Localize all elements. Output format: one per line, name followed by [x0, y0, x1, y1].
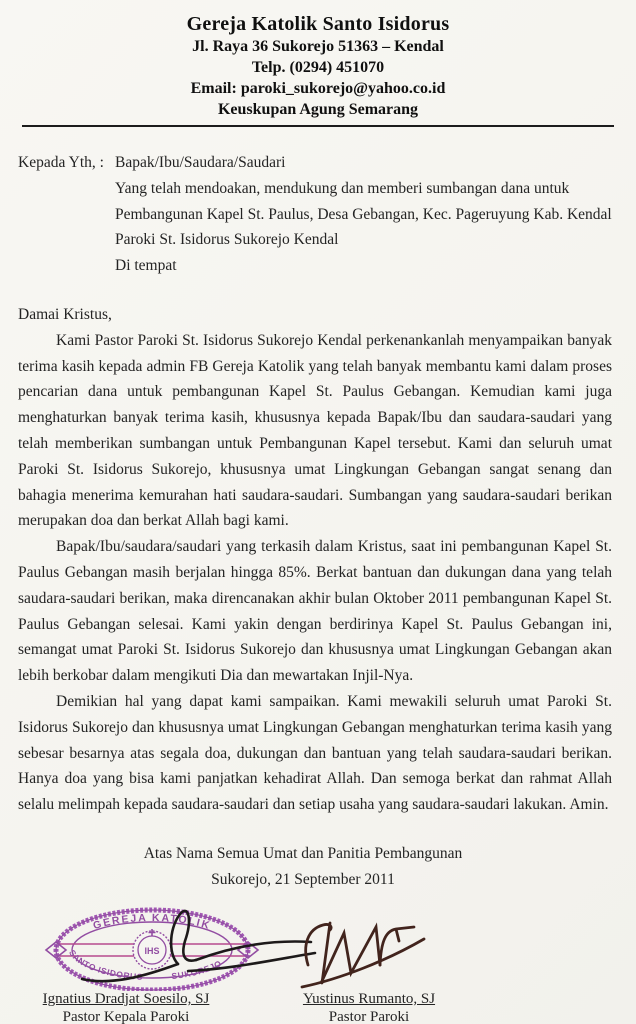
stamp-center-text: IHS	[144, 946, 160, 956]
church-phone: Telp. (0294) 451070	[251, 59, 385, 76]
left-signatory-name: Ignatius Dradjat Soesilo, SJ	[42, 991, 210, 1007]
left-signature-area	[20, 903, 320, 991]
letter-body	[18, 328, 612, 818]
letterhead	[0, 0, 636, 120]
recipient-line: Yang telah mendoakan, mendukung dan memberi sumbangan dana untuk	[115, 179, 570, 197]
stamp-top-text: GEREJA KATOLIK	[91, 911, 213, 933]
right-signature-area	[278, 903, 460, 991]
recipient-label: Kepada Yth, :	[18, 154, 104, 171]
diocese-name: Keuskupan Agung Semarang	[217, 101, 419, 118]
letterhead-divider	[22, 125, 614, 127]
right-signatory-name: Yustinus Rumanto, SJ	[302, 991, 436, 1007]
signature-block-right	[278, 903, 460, 1024]
paragraph: Bapak/Ibu/saudara/saudari yang terkasih dalam Kristus, saat ini pembangunan Kapel St. Paulus Gebangan masih berjalan hingga 85%. Berkat bantuan dan dukungan dana yang telah saudara-saudari berikan, maka direncanakan akhir bulan Oktober 2011 pembangunan Kapel St. Paulus Gebangan selesai. Kami yakin dengan berdirinya Kapel St. Paulus Gebangan ini, semangat umat Paroki St. Isidorus Sukorejo dan khususnya umat Lingkungan Gebangan akan lebih berkobar dalam mengikuti Dia dan mewartakan Injil-Nya.	[18, 538, 612, 685]
church-address: Jl. Raya 36 Sukorejo 51363 – Kendal	[192, 38, 444, 55]
recipient-lines	[115, 150, 612, 279]
paragraph: Demikian hal yang dapat kami sampaikan. Kami mewakili seluruh umat Paroki St. Isidorus Sukorejo dan khususnya umat Lingkungan Gebangan menghaturkan terima kasih yang sebesar besarnya atas segala doa, dukungan dan bantuan yang telah saudara-saudari berikan. Hanya doa yang bisa kami panjatkan kehadirat Allah. Dan semoga berkat dan rahmat Allah selalu melimpah kepada saudara-saudari dan setiap usaha yang saudara-saudari lakukan. Amin.	[18, 692, 612, 814]
left-signatory-title: Pastor Kepala Paroki	[62, 1009, 190, 1024]
church-email: Email: paroki_sukorejo@yahoo.co.id	[190, 80, 446, 97]
recipient-block	[18, 150, 612, 279]
closing-on-behalf: Atas Nama Semua Umat dan Panitia Pembangunan	[143, 844, 463, 862]
recipient-line: Di tempat	[115, 257, 177, 275]
salutation: Damai Kristus,	[18, 305, 112, 323]
closing-place-date: Sukorejo, 21 September 2011	[211, 871, 395, 889]
church-stamp-and-signature	[20, 903, 320, 991]
stamp-bottom-left-text: SANTO ISIDORUS	[67, 947, 144, 982]
signature-block-left	[20, 903, 232, 1024]
church-name: Gereja Katolik Santo Isidorus	[186, 13, 450, 35]
right-signature-ink	[302, 923, 424, 987]
closing-block	[0, 841, 636, 894]
right-signatory-title: Pastor Paroki	[328, 1009, 410, 1024]
paragraph: Kami Pastor Paroki St. Isidorus Sukorejo Kendal perkenankanlah menyampaikan banyak terima kasih kepada admin FB Gereja Katolik yang telah banyak membantu kami dalam proses pencarian dana untuk pembangunan Kapel St. Paulus Gebangan. Kemudian kami juga menghaturkan banyak terima kasih, khususnya kepada Bapak/Ibu dan saudara-saudari yang telah memberikan sumbangan untuk Pembangunan Kapel tersebut. Kami dan seluruh umat Paroki St. Isidorus Sukorejo, khususnya umat Lingkungan Gebangan sangat senang dan bahagia menerima kemurahan hati saudara-saudari. Sumbangan yang saudara-saudari berikan merupakan doa dan berkat Allah bagi kami.	[18, 331, 612, 530]
right-signature-ink-svg	[278, 903, 460, 991]
recipient-line: Pembangunan Kapel St. Paulus, Desa Gebangan, Kec. Pageruyung Kab. Kendal	[115, 205, 612, 223]
recipient-line: Paroki St. Isidorus Sukorejo Kendal	[115, 231, 339, 249]
stamp-bottom-right-text: SUKOREJO	[170, 958, 224, 982]
recipient-line: Bapak/Ibu/Saudara/Saudari	[115, 154, 286, 171]
